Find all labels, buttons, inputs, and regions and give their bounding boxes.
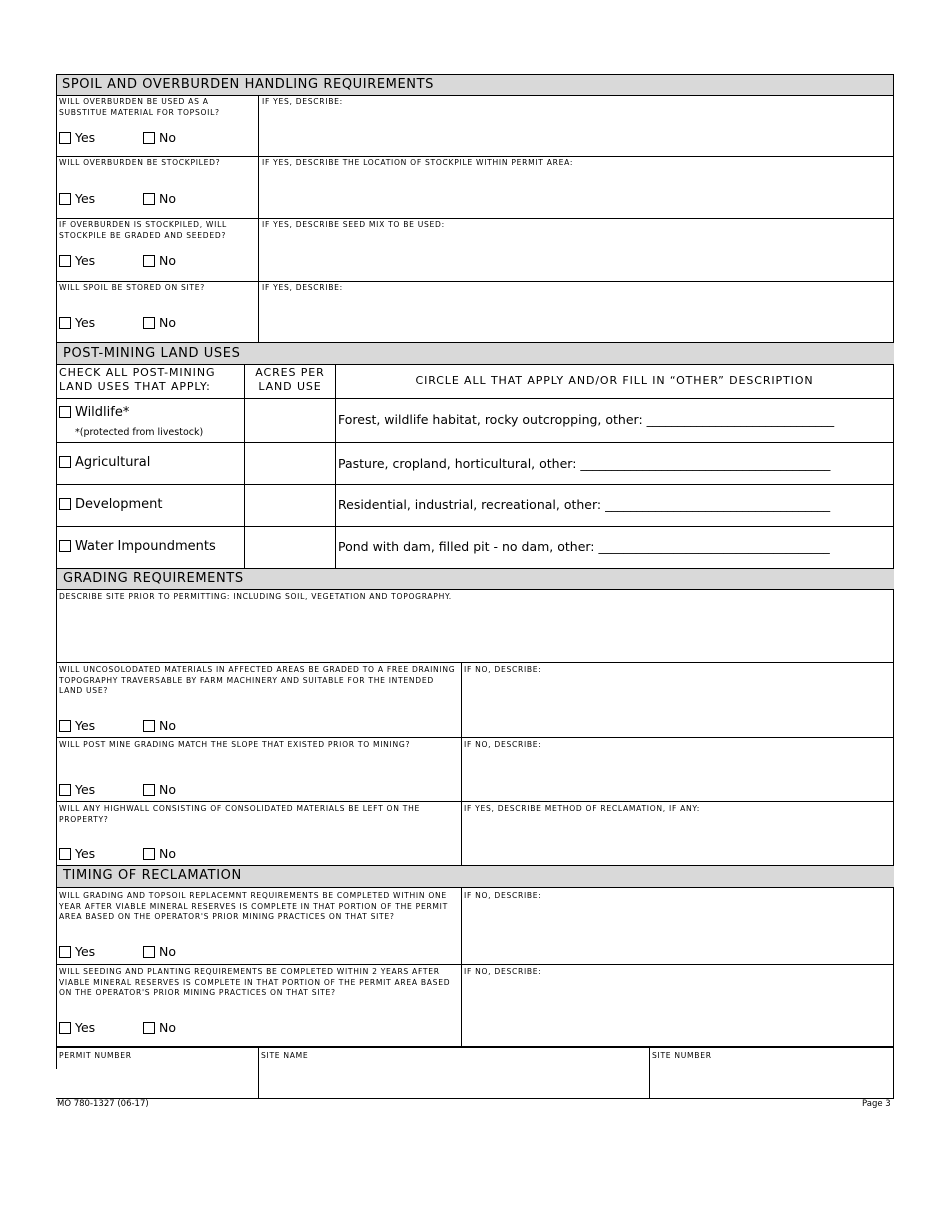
yes-checkbox[interactable]: Yes	[59, 254, 95, 268]
land-use-description: Residential, industrial, recreational, other: ____________________________________	[338, 497, 831, 512]
no-checkbox[interactable]: No	[143, 131, 176, 145]
site-name-label: SITE NAME	[261, 1051, 309, 1060]
spoil-describe-field[interactable]	[260, 233, 892, 279]
spoil-question: WILL OVERBURDEN BE USED AS A SUBSTITUE MATERIAL FOR TOPSOIL?	[59, 97, 220, 117]
acres-field[interactable]	[246, 400, 334, 441]
no-checkbox[interactable]: No	[143, 945, 176, 959]
yes-checkbox[interactable]: Yes	[59, 847, 95, 861]
no-checkbox[interactable]: No	[143, 254, 176, 268]
describe-site-field[interactable]	[58, 603, 892, 660]
land-use-agricultural-checkbox[interactable]: Agricultural	[59, 455, 150, 470]
checkbox-box[interactable]	[143, 132, 155, 144]
grading-describe-field[interactable]	[463, 752, 892, 799]
grading-describe-label: IF NO, DESCRIBE:	[464, 740, 542, 749]
acres-field[interactable]	[246, 528, 334, 567]
grading-section-header: GRADING REQUIREMENTS	[57, 569, 894, 589]
spoil-question: IF OVERBURDEN IS STOCKPILED, WILL STOCKPILE BE GRADED AND SEEDED?	[59, 220, 227, 240]
spoil-describe-field[interactable]	[260, 295, 892, 341]
yes-checkbox[interactable]: Yes	[59, 316, 95, 330]
checkbox-box[interactable]	[59, 132, 71, 144]
land-use-wildlife-checkbox[interactable]: Wildlife*	[59, 405, 129, 420]
land-use-development-checkbox[interactable]: Development	[59, 497, 163, 512]
timing-question: WILL SEEDING AND PLANTING REQUIREMENTS BE COMPLETED WITHIN 2 YEARS AFTER VIABLE MINERAL RESERVES IS COMPLETE IN THAT PORTION OF THE PERMIT AREA BASED ON THE OPERATOR'S PRIOR MINING PRACTICES ON THAT SITE?	[59, 967, 451, 997]
yes-checkbox[interactable]: Yes	[59, 783, 95, 797]
checkbox-box[interactable]	[59, 784, 71, 796]
checkbox-box[interactable]	[143, 1022, 155, 1034]
site-number-label: SITE NUMBER	[652, 1051, 712, 1060]
checkbox-box[interactable]	[59, 255, 71, 267]
acres-column-header: ACRES PER LAND USE	[255, 366, 325, 393]
grading-question: WILL UNCOSOLODATED MATERIALS IN AFFECTED AREAS BE GRADED TO A FREE DRAINING TOPOGRAPHY TRAVERSABLE BY FARM MACHINERY AND SUITABLE FOR THE INTENDED LAND USE?	[59, 665, 456, 695]
checkbox-box[interactable]	[59, 848, 71, 860]
spoil-describe-label: IF YES, DESCRIBE SEED MIX TO BE USED:	[262, 220, 445, 229]
checkbox-box[interactable]	[143, 255, 155, 267]
timing-describe-field[interactable]	[463, 903, 892, 962]
no-checkbox[interactable]: No	[143, 847, 176, 861]
yes-checkbox[interactable]: Yes	[59, 719, 95, 733]
spoil-describe-label: IF YES, DESCRIBE:	[262, 283, 343, 292]
spoil-question: WILL SPOIL BE STORED ON SITE?	[59, 283, 205, 292]
grading-describe-label: IF YES, DESCRIBE METHOD OF RECLAMATION, IF ANY:	[464, 804, 700, 813]
grading-describe-label: IF NO, DESCRIBE:	[464, 665, 542, 674]
timing-section-header: TIMING OF RECLAMATION	[57, 866, 894, 887]
permit-number-field[interactable]	[58, 1062, 256, 1096]
checkbox-box[interactable]	[143, 317, 155, 329]
land-use-water-impoundments-checkbox[interactable]: Water Impoundments	[59, 539, 216, 554]
yes-checkbox[interactable]: Yes	[59, 945, 95, 959]
no-checkbox[interactable]: No	[143, 719, 176, 733]
grading-question: WILL POST MINE GRADING MATCH THE SLOPE THAT EXISTED PRIOR TO MINING?	[59, 740, 411, 749]
circle-column-header: CIRCLE ALL THAT APPLY AND/OR FILL IN “OTHER” DESCRIPTION	[415, 374, 814, 387]
spoil-describe-field[interactable]	[260, 108, 892, 154]
postmining-section-header: POST-MINING LAND USES	[57, 343, 894, 364]
site-name-field[interactable]	[260, 1062, 647, 1096]
checkbox-box[interactable]	[59, 317, 71, 329]
checkbox-box[interactable]	[59, 456, 71, 468]
checkbox-box[interactable]	[59, 946, 71, 958]
spoil-describe-field[interactable]	[260, 170, 892, 216]
spoil-describe-label: IF YES, DESCRIBE THE LOCATION OF STOCKPILE WITHIN PERMIT AREA:	[262, 158, 574, 167]
land-use-description: Pasture, cropland, horticultural, other: ________________________________________	[338, 456, 831, 471]
yes-checkbox[interactable]: Yes	[59, 192, 95, 206]
land-use-description: Forest, wildlife habitat, rocky outcropping, other: ______________________________	[338, 412, 835, 427]
no-checkbox[interactable]: No	[143, 1021, 176, 1035]
checkbox-box[interactable]	[59, 498, 71, 510]
spoil-section-header: SPOIL AND OVERBURDEN HANDLING REQUIREMENTS	[57, 74, 894, 96]
site-number-field[interactable]	[651, 1062, 892, 1096]
checkbox-box[interactable]	[143, 848, 155, 860]
land-use-description: Pond with dam, filled pit - no dam, other: _____________________________________	[338, 539, 830, 554]
timing-question: WILL GRADING AND TOPSOIL REPLACEMNT REQUIREMENTS BE COMPLETED WITHIN ONE YEAR AFTER VIABLE MINERAL RESERVES IS COMPLETE IN THAT PORTION OF THE PERMIT AREA BASED ON THE OPERATOR'S PRIOR MINING PRACTICES ON THAT SITE?	[59, 891, 448, 921]
permit-number-label: PERMIT NUMBER	[59, 1051, 132, 1060]
form-id: MO 780-1327 (06-17)	[57, 1099, 149, 1109]
checkbox-box[interactable]	[143, 720, 155, 732]
checkbox-box[interactable]	[59, 540, 71, 552]
yes-checkbox[interactable]: Yes	[59, 131, 95, 145]
no-checkbox[interactable]: No	[143, 192, 176, 206]
grading-describe-field[interactable]	[463, 677, 892, 735]
checkbox-box[interactable]	[59, 720, 71, 732]
checkbox-box[interactable]	[143, 784, 155, 796]
grading-describe-field[interactable]	[463, 816, 892, 863]
timing-describe-label: IF NO, DESCRIBE:	[464, 891, 542, 900]
page-number: Page 3	[862, 1099, 891, 1109]
spoil-question: WILL OVERBURDEN BE STOCKPILED?	[59, 158, 221, 167]
checkbox-box[interactable]	[59, 406, 71, 418]
livestock-note: *(protected from livestock)	[75, 427, 204, 438]
timing-describe-label: IF NO, DESCRIBE:	[464, 967, 542, 976]
acres-field[interactable]	[246, 486, 334, 525]
describe-site-label: DESCRIBE SITE PRIOR TO PERMITTING: INCLUDING SOIL, VEGETATION AND TOPOGRAPHY.	[59, 592, 452, 601]
checkbox-box[interactable]	[143, 193, 155, 205]
timing-describe-field[interactable]	[463, 979, 892, 1044]
acres-field[interactable]	[246, 444, 334, 483]
yes-checkbox[interactable]: Yes	[59, 1021, 95, 1035]
spoil-describe-label: IF YES, DESCRIBE:	[262, 97, 343, 106]
no-checkbox[interactable]: No	[143, 783, 176, 797]
checkbox-box[interactable]	[143, 946, 155, 958]
checkbox-box[interactable]	[59, 1022, 71, 1034]
no-checkbox[interactable]: No	[143, 316, 176, 330]
checkbox-box[interactable]	[59, 193, 71, 205]
grading-question: WILL ANY HIGHWALL CONSISTING OF CONSOLIDATED MATERIALS BE LEFT ON THE PROPERTY?	[59, 804, 420, 824]
land-use-column-header: CHECK ALL POST-MINING LAND USES THAT APPLY:	[59, 366, 216, 393]
